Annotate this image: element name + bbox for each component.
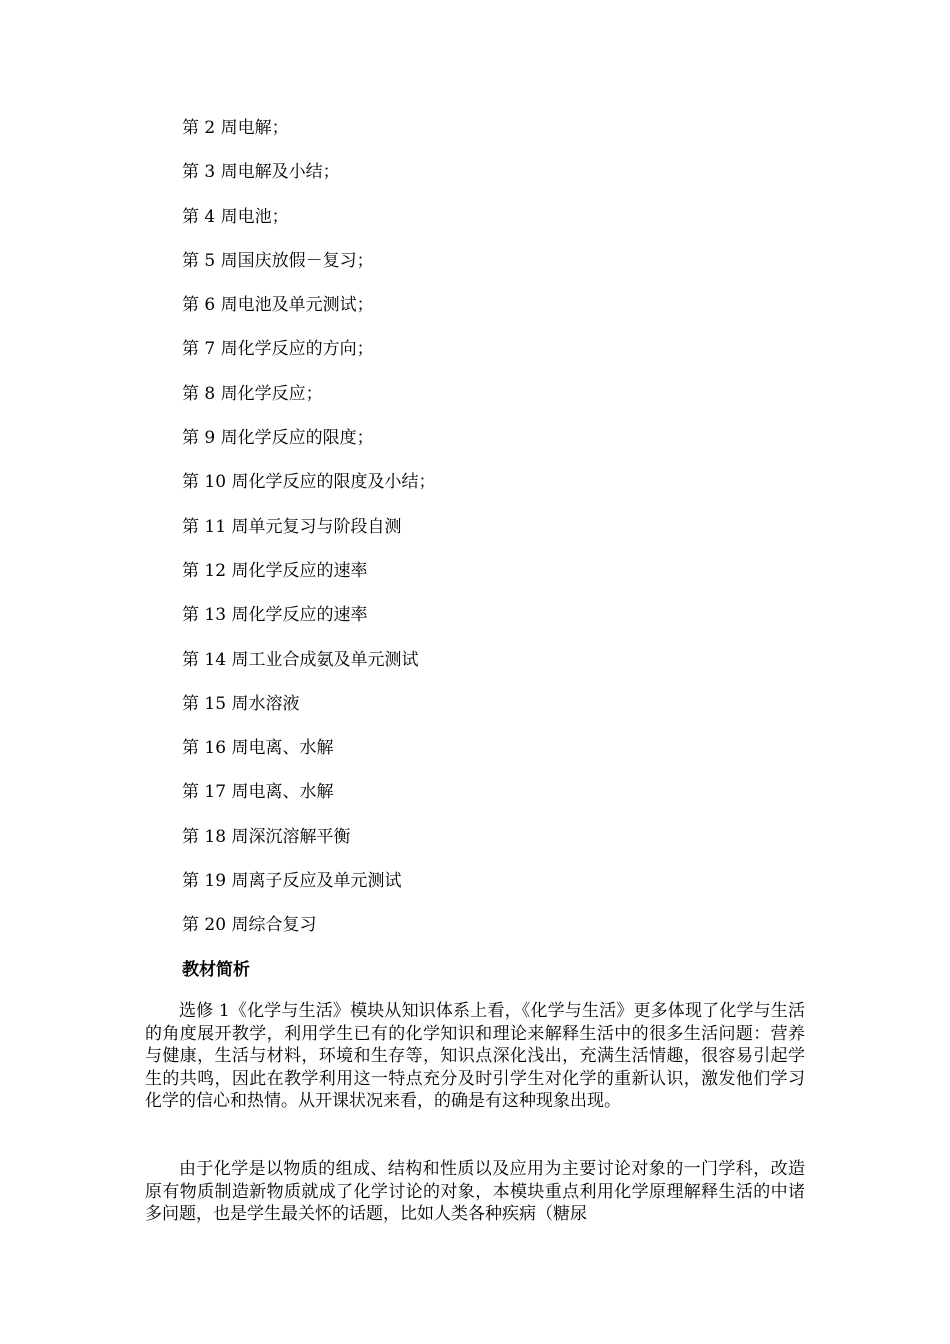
schedule-item: 第 2 周电解； — [182, 118, 289, 138]
schedule-item: 第 14 周工业合成氨及单元测试 — [182, 649, 419, 670]
schedule-item: 第 12 周化学反应的速率 — [182, 560, 368, 581]
schedule-item: 第 3 周电解及小结； — [182, 162, 340, 183]
schedule-item: 第 4 周电池； — [182, 206, 289, 227]
schedule-item: 第 15 周水溶液 — [182, 693, 300, 714]
schedule-item: 第 6 周电池及单元测试； — [182, 295, 374, 316]
schedule-item: 第 7 周化学反应的方向； — [182, 339, 374, 360]
section-title: 教材简析 — [182, 960, 250, 980]
schedule-item: 第 8 周化学反应； — [182, 383, 323, 404]
weekly-schedule-list — [182, 114, 802, 956]
schedule-item: 第 10 周化学反应的限度及小结； — [182, 472, 436, 493]
schedule-item: 第 19 周离子反应及单元测试 — [182, 871, 402, 892]
schedule-item: 第 20 周综合复习 — [182, 915, 317, 936]
body-paragraph: 由于化学是以物质的组成、结构和性质以及应用为主要讨论对象的一门学科，改造原有物质制造新物质就成了化学讨论的对象，本模块重点利用化学原理解释生活的中诸多问题，也是学生最关怀的话题，比如人类各种疾病（糖尿 — [145, 1159, 805, 1224]
schedule-item: 第 9 周化学反应的限度； — [182, 428, 374, 449]
schedule-item: 第 16 周电离、水解 — [182, 738, 334, 759]
body-paragraph: 选修 1《化学与生活》模块从知识体系上看，《化学与生活》更多体现了化学与生活的角度展开教学，利用学生已有的化学知识和理论来解释生活中的很多生活问题：营养与健康，生活与材料，环境和生存等，知识点深化浅出，充满生活情趣，很容易引起学生的共鸣，因此在教学利用这一特点充分及时引学生对化学的重新认识，激发他们学习化学的信心和热情。从开课状况来看，的确是有这种现象出现。 — [145, 1001, 805, 1111]
schedule-item: 第 11 周单元复习与阶段自测 — [182, 516, 402, 537]
schedule-item: 第 18 周深沉溶解平衡 — [182, 826, 351, 847]
schedule-item: 第 13 周化学反应的速率 — [182, 605, 368, 626]
schedule-item: 第 5 周国庆放假－复习； — [182, 250, 374, 271]
schedule-item: 第 17 周电离、水解 — [182, 782, 334, 803]
